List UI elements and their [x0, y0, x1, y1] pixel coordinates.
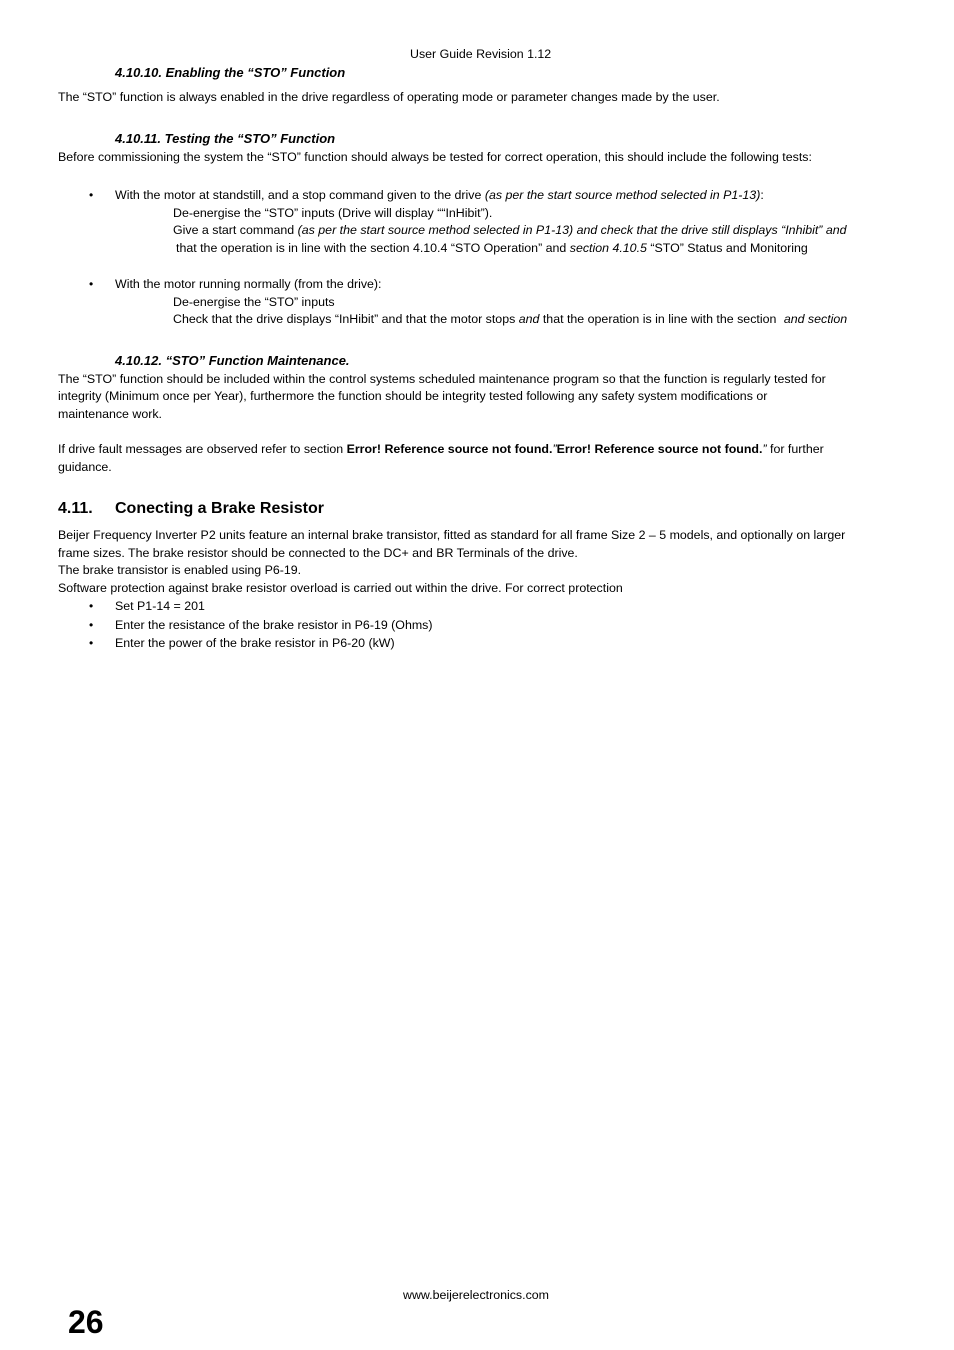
bullet-marker: • — [89, 618, 94, 632]
page-number: 26 — [68, 1304, 104, 1340]
section-heading-4-10-12: 4.10.12. “STO” Function Maintenance. — [115, 353, 350, 368]
sub-item-check-inhibit: Check that the drive displays “InHibit” and that the motor stops and that the operation is in line with the section and section — [173, 312, 848, 326]
paragraph-sto-enabled: The “STO” function is always enabled in the drive regardless of operating mode or parameter changes made by the user. — [58, 90, 720, 104]
paragraph-maintenance-line3: maintenance work. — [58, 407, 162, 421]
bullet-marker: • — [89, 188, 94, 202]
sub-item-start-command: Give a start command (as per the start source method selected in P1-13) and check that the drive still displays “Inhibit” and — [173, 223, 847, 237]
section-number-4-11: 4.11. — [58, 500, 93, 517]
paragraph-testing-intro: Before commissioning the system the “STO” function should always be tested for correct operation, this should include the following tests: — [58, 150, 812, 164]
list-item-standstill-test: With the motor at standstill, and a stop command given to the drive (as per the start source method selected in P1-13): — [115, 188, 764, 202]
sub-item-de-energise: De-energise the “STO” inputs (Drive will display ““InHibit”). — [173, 206, 493, 220]
paragraph-brake-line2: frame sizes. The brake resistor should be connected to the DC+ and BR Terminals of the drive. — [58, 546, 578, 560]
paragraph-brake-line4: Software protection against brake resistor overload is carried out within the drive. For correct protection — [58, 581, 623, 595]
bullet-marker: • — [89, 277, 94, 291]
list-item-resistance: Enter the resistance of the brake resistor in P6-19 (Ohms) — [115, 618, 433, 632]
paragraph-maintenance-line2: integrity (Minimum once per Year), furthermore the function should be integrity tested following any safety system modifications or — [58, 389, 768, 403]
paragraph-fault-messages: If drive fault messages are observed refer to section Error! Reference source not found.”Error! Reference source not found.” for further — [58, 442, 824, 456]
paragraph-maintenance-line1: The “STO” function should be included within the control systems scheduled maintenance program so that the function is regularly tested for — [58, 372, 826, 386]
paragraph-brake-line1: Beijer Frequency Inverter P2 units feature an internal brake transistor, fitted as standard for all frame Size 2 – 5 models, and optionally on larger — [58, 528, 846, 542]
running-header: User Guide Revision 1.12 — [410, 47, 552, 61]
list-item-set-p1-14: Set P1-14 = 201 — [115, 599, 205, 613]
paragraph-brake-line3: The brake transistor is enabled using P6-19. — [58, 563, 302, 577]
section-title-brake-resistor: Conecting a Brake Resistor — [115, 500, 324, 517]
sub-item-de-energise-running: De-energise the “STO” inputs — [173, 295, 335, 309]
bullet-marker: • — [89, 599, 94, 613]
section-heading-4-10-11: 4.10.11. Testing the “STO” Function — [115, 131, 336, 146]
paragraph-fault-guidance: guidance. — [58, 460, 112, 474]
footer-url: www.beijerelectronics.com — [403, 1288, 549, 1302]
section-heading-4-10-10: 4.10.10. Enabling the “STO” Function — [115, 65, 346, 80]
bullet-marker: • — [89, 636, 94, 650]
sub-item-operation-line: that the operation is in line with the section 4.10.4 “STO Operation” and section 4.10.5 “STO” Status and Monitoring — [176, 241, 808, 255]
list-item-running-test: With the motor running normally (from the drive): — [115, 277, 382, 291]
list-item-power: Enter the power of the brake resistor in P6-20 (kW) — [115, 636, 395, 650]
